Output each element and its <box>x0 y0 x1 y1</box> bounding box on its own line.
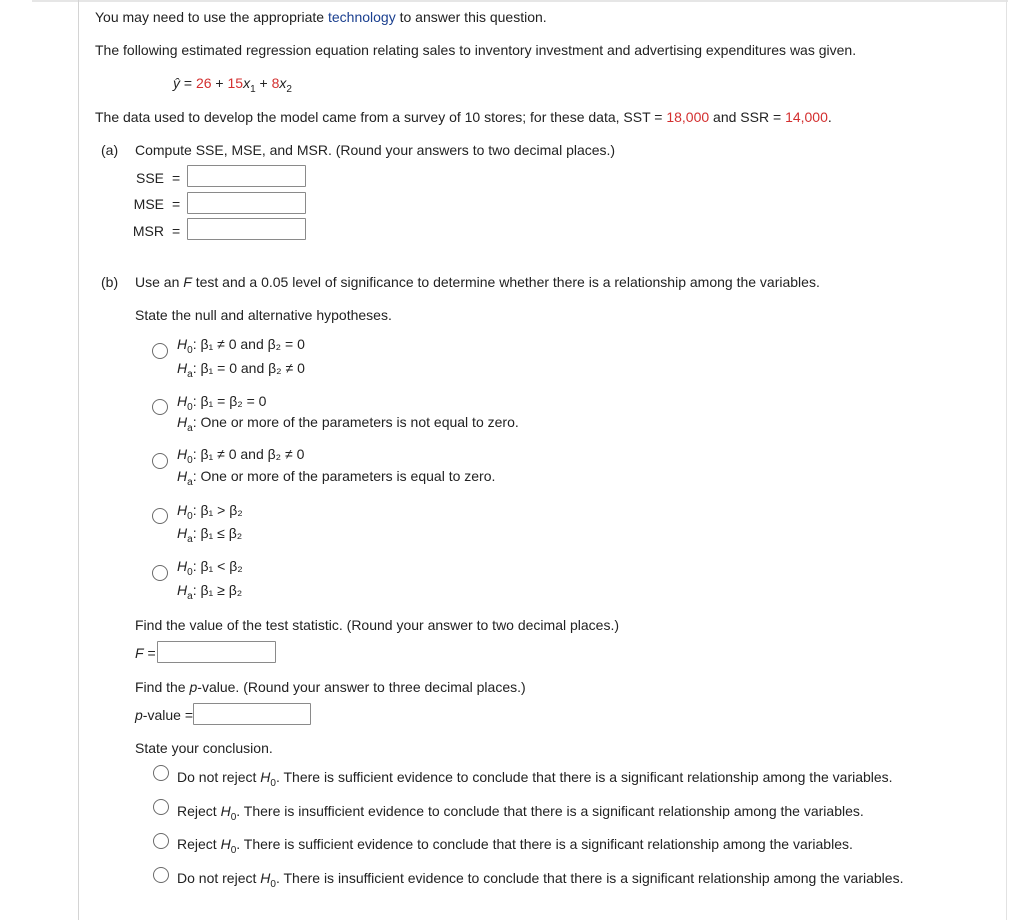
state-hypotheses-prompt: State the null and alternative hypotheses. <box>135 307 392 323</box>
pvalue-label <box>135 707 193 723</box>
data-text-mid: and SSR = <box>709 109 786 125</box>
ssr-value: 14,000 <box>785 109 828 125</box>
hypothesis-2-ha <box>177 414 519 434</box>
regression-equation <box>173 75 292 95</box>
ha-text: : β₁ ≥ β₂ <box>192 582 243 598</box>
h-letter: H <box>177 360 188 376</box>
f-label <box>135 645 156 661</box>
f-equals: = <box>143 645 156 661</box>
h-letter: H <box>220 836 231 852</box>
f-symbol: F <box>183 274 192 290</box>
h0-sub: 0 <box>270 778 276 789</box>
ha-text: : One or more of the parameters is equal to zero. <box>192 468 496 484</box>
sse-label: SSE <box>135 170 164 186</box>
conclusion-option-4 <box>177 870 904 890</box>
h0-text: : β₁ = β₂ = 0 <box>192 393 267 409</box>
h-letter: H <box>177 525 188 541</box>
h-letter: H <box>177 446 188 462</box>
h-letter: H <box>177 468 188 484</box>
part-a-marker: (a) <box>101 142 119 158</box>
hypothesis-1-h0 <box>177 336 305 356</box>
data-text: The data used to develop the model came from a survey of 10 stores; for these data, SST = <box>95 109 667 125</box>
var-x2: x <box>279 75 287 91</box>
sub-1: 1 <box>250 84 256 95</box>
pvalue-equals: -value = <box>142 707 193 723</box>
p-letter: p <box>189 679 198 695</box>
hypothesis-2-h0 <box>177 393 267 413</box>
hypothesis-radio-3[interactable] <box>152 453 168 469</box>
mse-equals: = <box>172 196 181 212</box>
plus: + <box>255 75 272 91</box>
var-x1: x <box>243 75 251 91</box>
h-letter: H <box>177 414 188 430</box>
conclusion-text-end: . There is insufficient evidence to conclude that there is a significant relationship among the variables. <box>236 803 864 819</box>
h-letter: H <box>177 558 188 574</box>
hypothesis-3-ha <box>177 468 496 488</box>
hypothesis-4-ha <box>177 525 243 545</box>
sse-input[interactable] <box>187 165 306 187</box>
left-divider <box>78 0 79 920</box>
conclusion-text-end: . There is insufficient evidence to conclude that there is a significant relationship among the variables. <box>275 870 904 886</box>
ha-text: : β₁ ≤ β₂ <box>192 525 243 541</box>
pvalue-prompt-end: -value. (Round your answer to three decimal places.) <box>197 679 526 695</box>
hypothesis-radio-5[interactable] <box>152 565 168 581</box>
part-b-marker: (b) <box>101 274 119 290</box>
h-letter: H <box>177 502 188 518</box>
hypothesis-1-ha <box>177 360 305 380</box>
conclusion-option-2 <box>177 803 864 823</box>
ha-sub: a <box>187 477 193 488</box>
h0-sub: 0 <box>230 812 237 823</box>
hypothesis-5-h0 <box>177 558 243 578</box>
technology-link[interactable]: technology <box>327 9 396 25</box>
h-letter: H <box>260 769 271 785</box>
conclusion-radio-2[interactable] <box>153 799 169 815</box>
ha-sub: a <box>187 591 193 602</box>
intro-text: You may need to use the appropriate <box>95 9 328 25</box>
data-text-end: . <box>827 109 832 125</box>
h-letter: H <box>177 393 188 409</box>
f-letter: F <box>135 645 144 661</box>
ha-text: : β₁ = 0 and β₂ ≠ 0 <box>192 360 305 376</box>
sse-equals: = <box>172 170 181 186</box>
coef-b1: 15 <box>227 75 244 91</box>
h0-sub: 0 <box>187 455 193 466</box>
pvalue-prompt-text: Find the <box>135 679 190 695</box>
equals: = <box>180 75 196 91</box>
prompt-text: Use an <box>135 274 184 290</box>
h0-text: : β₁ < β₂ <box>192 558 243 574</box>
h0-text: : β₁ ≠ 0 and β₂ = 0 <box>192 336 305 352</box>
h0-sub: 0 <box>187 567 193 578</box>
f-input[interactable] <box>157 641 276 663</box>
pvalue-input[interactable] <box>193 703 311 725</box>
conclusion-radio-3[interactable] <box>153 833 169 849</box>
coef-b0: 26 <box>195 75 212 91</box>
conclusion-prompt: State your conclusion. <box>135 740 273 756</box>
msr-input[interactable] <box>187 218 306 240</box>
mse-input[interactable] <box>187 192 306 214</box>
h0-sub: 0 <box>187 402 193 413</box>
h-letter: H <box>260 870 271 886</box>
h-letter: H <box>177 336 188 352</box>
conclusion-option-1 <box>177 769 893 789</box>
ha-sub: a <box>187 369 193 380</box>
conclusion-text-end: . There is sufficient evidence to conclude that there is a significant relationship among the variables. <box>236 836 853 852</box>
part-a-prompt: Compute SSE, MSE, and MSR. (Round your answers to two decimal places.) <box>135 142 616 158</box>
conclusion-text: Reject <box>177 803 221 819</box>
hypothesis-radio-4[interactable] <box>152 508 168 524</box>
conclusion-text: Do not reject <box>177 870 261 886</box>
mse-label: MSE <box>133 196 164 212</box>
coef-b2: 8 <box>271 75 280 91</box>
ha-text: : One or more of the parameters is not equal to zero. <box>192 414 519 430</box>
y-hat: ŷ <box>173 75 180 91</box>
h-letter: H <box>177 582 188 598</box>
ha-sub: a <box>187 423 193 434</box>
p-letter: p <box>135 707 143 723</box>
conclusion-text: Reject <box>177 836 221 852</box>
prompt-text-end: test and a 0.05 level of significance to determine whether there is a relationship among the variables. <box>191 274 820 290</box>
intro-line-1 <box>95 9 547 25</box>
right-divider <box>1006 0 1007 920</box>
hypothesis-radio-2[interactable] <box>152 399 168 415</box>
h0-sub: 0 <box>187 511 193 522</box>
hypothesis-radio-1[interactable] <box>152 343 168 359</box>
msr-equals: = <box>172 223 181 239</box>
plus: + <box>211 75 228 91</box>
conclusion-text-end: . There is sufficient evidence to conclude that there is a significant relationship among the variables. <box>275 769 893 785</box>
hypothesis-4-h0 <box>177 502 243 522</box>
h0-sub: 0 <box>270 879 276 890</box>
msr-label: MSR <box>132 223 164 239</box>
part-b-prompt <box>135 274 820 290</box>
conclusion-text: Do not reject <box>177 769 261 785</box>
h-letter: H <box>220 803 231 819</box>
h0-text: : β₁ > β₂ <box>192 502 243 518</box>
top-divider <box>32 0 1008 2</box>
intro-line-2: The following estimated regression equation relating sales to inventory investment and advertising expenditures was given. <box>95 42 857 58</box>
h0-sub: 0 <box>230 845 237 856</box>
sst-value: 18,000 <box>666 109 710 125</box>
sub-2: 2 <box>286 84 292 95</box>
h0-sub: 0 <box>187 345 193 356</box>
ha-sub: a <box>187 534 193 545</box>
h0-text: : β₁ ≠ 0 and β₂ ≠ 0 <box>192 446 305 462</box>
intro-text-end: to answer this question. <box>395 9 547 25</box>
hypothesis-3-h0 <box>177 446 305 466</box>
test-statistic-prompt: Find the value of the test statistic. (Round your answer to two decimal places.) <box>135 617 620 633</box>
hypothesis-5-ha <box>177 582 243 602</box>
conclusion-option-3 <box>177 836 853 856</box>
data-description <box>95 109 832 125</box>
conclusion-radio-4[interactable] <box>153 867 169 883</box>
conclusion-radio-1[interactable] <box>153 765 169 781</box>
pvalue-prompt <box>135 679 526 695</box>
